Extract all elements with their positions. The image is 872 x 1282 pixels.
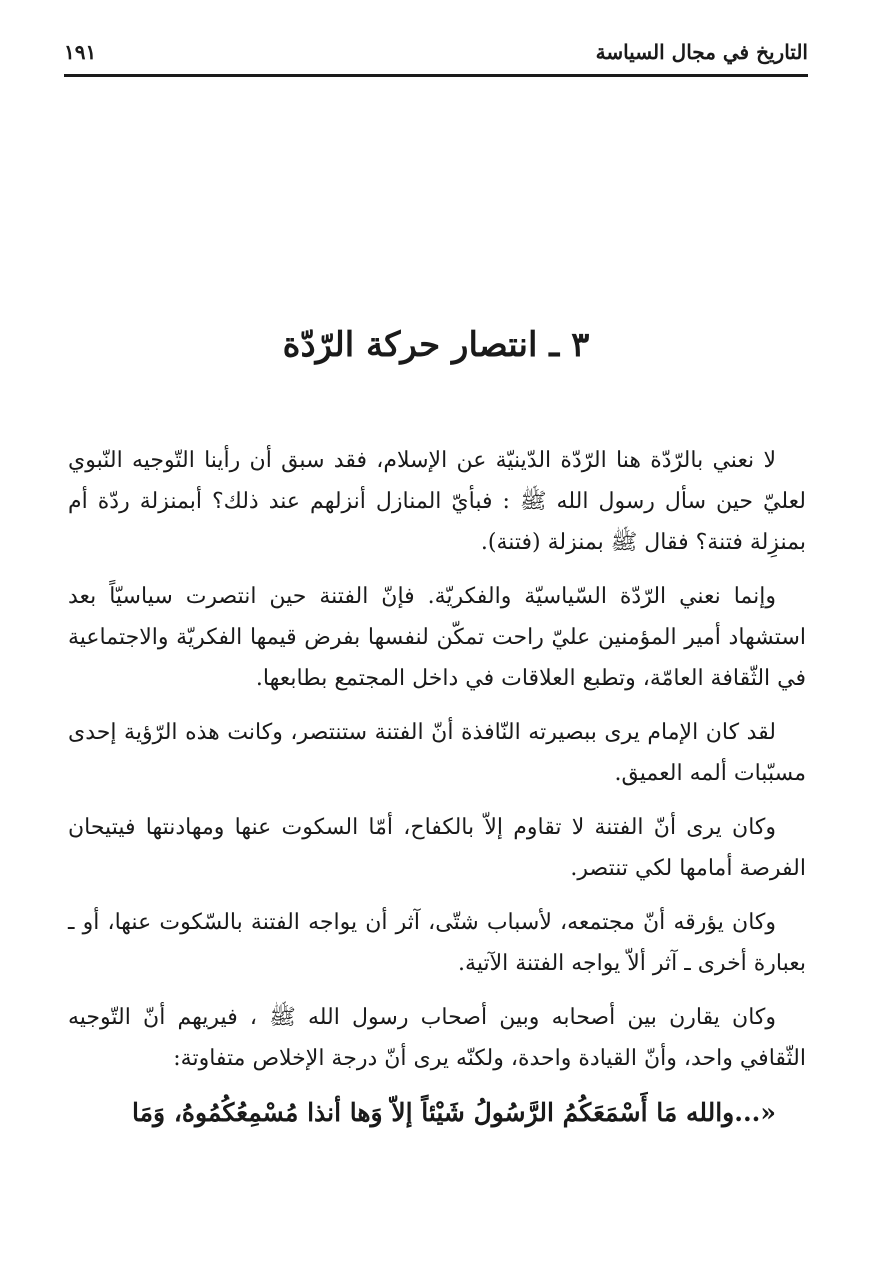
- quote-paragraph: «...والله مَا أَسْمَعَكُمُ الرَّسُولُ شَيْئاً إلاّ وَها أنذا مُسْمِعُكُمُوهُ، وَمَا: [132, 1098, 776, 1127]
- paragraph: لقد كان الإمام يرى ببصيرته النّافذة أنّ الفتنة ستنتصر، وكانت هذه الرّؤية إحدى مسبّبات ألمه العميق.: [68, 720, 806, 786]
- paragraph: وإنما نعني الرّدّة السّياسيّة والفكريّة. فإنّ الفتنة حين انتصرت سياسيّاً بعد استشهاد أمير المؤمنين عليّ راحت تمكّن لنفسها بفرض قيمها الفكريّة والاجتماعية في الثّقافة العامّة، وتطبع العلاقات في داخل المجتمع بطابعها.: [68, 584, 806, 691]
- paragraph: وكان يرى أنّ الفتنة لا تقاوم إلاّ بالكفاح، أمّا السكوت عنها ومهادنتها فيتيحان الفرصة أمامها لكي تنتصر.: [68, 815, 806, 881]
- paragraph: لا نعني بالرّدّة هنا الرّدّة الدّينيّة عن الإسلام، فقد سبق أن رأينا التّوجيه النّبوي لعليّ حين سأل رسول الله ﷺ : فبأيّ المنازل أنزلهم عند ذلك؟ أبمنزلة ردّة أم بمنزِلة فتنة؟ فقال ﷺ بمنزلة (فتنة).: [68, 448, 806, 555]
- running-title: التاريخ في مجال السياسة: [595, 40, 808, 64]
- chapter-title: ٣ ـ انتصار حركة الرّدّة: [282, 325, 590, 365]
- header-divider: [64, 74, 808, 77]
- page-number: ١٩١: [64, 40, 97, 64]
- running-header: [64, 30, 808, 74]
- body-text: [68, 440, 806, 1146]
- paragraph: وكان يقارن بين أصحابه وبين أصحاب رسول الله ﷺ ، فيريهم أنّ التّوجيه الثّقافي واحد، وأنّ القيادة واحدة، ولكنّه يرى أنّ درجة الإخلاص متفاوتة:: [68, 1005, 806, 1071]
- paragraph: وكان يؤرقه أنّ مجتمعه، لأسباب شتّى، آثر أن يواجه الفتنة بالسّكوت عنها، أو ـ بعبارة أخرى ـ آثر ألاّ يواجه الفتنة الآتية.: [68, 910, 806, 976]
